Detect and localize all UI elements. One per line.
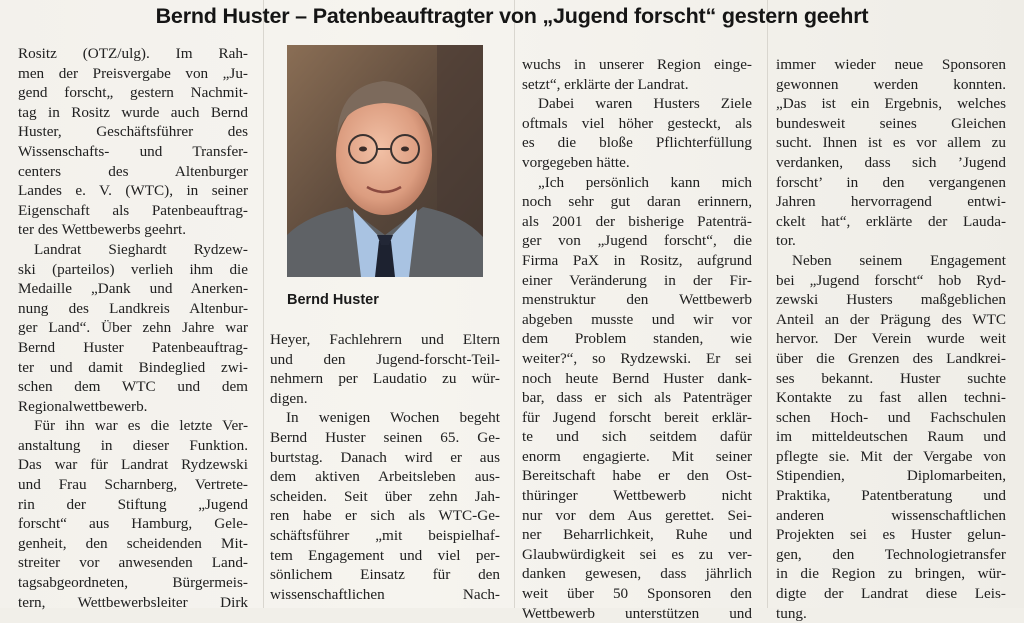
- text-line: Medaille „Dank und Anerken-: [18, 280, 248, 298]
- text-line: Landrat Sieghardt Rydzew-: [34, 240, 248, 258]
- text-line: Kontakte zu fast allen techni-: [776, 389, 1006, 407]
- text-line: zewski Husters maßgeblichen: [776, 291, 1006, 309]
- text-line: gen, den Technologietransfer: [776, 545, 1006, 563]
- text-line: ter des Wettbewerbs geehrt.: [18, 221, 187, 239]
- text-line: Praktika, Patentberatung und: [776, 487, 1006, 505]
- text-line: für Jugend forscht bereit erklär-: [522, 408, 752, 426]
- text-line: und Frau Scharnberg, Vertrete-: [18, 476, 248, 494]
- text-line: burtstag. Danach wird er aus: [270, 448, 500, 466]
- text-line: schen dem WTC und dem: [18, 378, 248, 396]
- text-line: Für ihn war es die letzte Ver-: [34, 417, 248, 435]
- text-line: forscht“ aus Hamburg, Gele-: [18, 515, 248, 533]
- text-line: enorm engagierte. Mit seiner: [522, 447, 752, 465]
- text-line: nehmern per Laudatio zu wür-: [270, 370, 500, 388]
- text-line: wissenschaftlichen Nach-: [270, 585, 500, 603]
- text-line: und den Jugend-forscht-Teil-: [270, 350, 500, 368]
- text-line: Glaubwürdigkeit sei es zu ver-: [522, 545, 752, 563]
- text-line: noch sehr gut daran erinnern,: [522, 193, 752, 211]
- text-line: rin der Stiftung „Jugend: [18, 495, 248, 513]
- text-line: nur vor dem Aus gerettet. Sei-: [522, 506, 752, 524]
- text-line: noch heute Bernd Huster dank-: [522, 369, 752, 387]
- text-line: gend forscht„ gestern Nachmit-: [18, 84, 248, 102]
- text-line: vorgegeben hätte.: [522, 153, 630, 171]
- text-line: Stipendien, Diplomarbeiten,: [776, 467, 1006, 485]
- text-line: tung.: [776, 604, 807, 622]
- text-line: tor.: [776, 232, 796, 250]
- text-line: Neben seinem Engagement: [792, 251, 1006, 269]
- article-column-1: [18, 44, 248, 612]
- text-line: Eigenschaft als Patenbeauftrag-: [18, 201, 248, 219]
- text-line: bar, dass er sich als Patenträger: [522, 389, 752, 407]
- text-line: ren habe er sich als WTC-Ge-: [270, 507, 500, 525]
- text-line: dem Problem standen, wie: [522, 330, 752, 348]
- text-line: „Ich persönlich kann mich: [538, 173, 752, 191]
- text-line: Firma PaX in Rositz, aufgrund: [522, 251, 752, 269]
- text-line: ter und damit Bindeglied zwi-: [18, 358, 248, 376]
- text-line: Huster, Geschäftsführer des: [18, 123, 248, 141]
- article-column-3: [522, 55, 752, 623]
- text-line: scheiden. Seit über zehn Jah-: [270, 487, 500, 505]
- text-line: tagsabgeordneten, Bürgermeis-: [18, 574, 248, 592]
- text-line: Dabei waren Husters Ziele: [538, 95, 752, 113]
- text-line: dem aktiven Arbeitsleben aus-: [270, 468, 500, 486]
- text-line: Jahren hervorragend entwi-: [776, 193, 1006, 211]
- text-line: Bernd Huster seinen 65. Ge-: [270, 428, 500, 446]
- text-line: es die bloße Pflichterfüllung: [522, 134, 752, 152]
- text-line: im mitteldeutschen Raum und: [776, 428, 1006, 446]
- text-line: Rositz (OTZ/ulg). Im Rah-: [18, 45, 248, 62]
- text-line: ckelt hat“, erklärte der Lauda-: [776, 212, 1006, 230]
- text-line: ner Beharrlichkeit, Ruhe und: [522, 526, 752, 544]
- text-line: setzt“, erklärte der Landrat.: [522, 75, 689, 93]
- column-divider: [767, 0, 768, 608]
- text-line: immer wieder neue Sponsoren: [776, 56, 1006, 73]
- article-column-2: [270, 330, 500, 604]
- text-line: Heyer, Fachlehrern und Eltern: [270, 331, 500, 348]
- text-line: Bereitschaft habe er den Ost-: [522, 467, 752, 485]
- text-line: schen Hoch- und Fachschulen: [776, 408, 1006, 426]
- text-line: hervor. Der Verein wurde weit: [776, 330, 1006, 348]
- text-line: Das war für Landrat Rydzewski: [18, 456, 248, 474]
- text-line: sucht. Ihnen ist es vor allem zu: [776, 134, 1006, 152]
- text-line: Bernd Huster Patenbeauftrag-: [18, 338, 248, 356]
- text-line: bundesweit seines Gleichen: [776, 114, 1006, 132]
- text-line: ger von „Jugend forscht“, die: [522, 232, 752, 250]
- text-line: streiter vor anwesenden Land-: [18, 554, 248, 572]
- text-line: in die Region zu bringen, wür-: [776, 565, 1006, 583]
- text-line: weit über 50 Sponsoren den: [522, 585, 752, 603]
- text-line: oftmals viel höher gesteckt, als: [522, 114, 752, 132]
- text-line: pflegte sie. Mit der Vergabe von: [776, 447, 1006, 465]
- column-divider: [263, 0, 264, 608]
- text-line: tern, Wettbewerbsleiter Dirk: [18, 593, 248, 611]
- article-column-4: [776, 55, 1006, 623]
- text-line: Anteil an der Prägung des WTC: [776, 310, 1006, 328]
- text-line: digte der Landrat diese Leis-: [776, 585, 1006, 603]
- column-divider: [514, 0, 515, 608]
- text-line: tem Engagement und viel per-: [270, 546, 500, 564]
- text-line: ses bekannt. Huster suchte: [776, 369, 1006, 387]
- text-line: danken gewesen, dass jährlich: [522, 565, 752, 583]
- text-line: Wettbewerb unterstützen und: [522, 604, 752, 622]
- text-line: weiter?“, so Rydzewski. Er sei: [522, 349, 752, 367]
- portrait-photo: [287, 45, 483, 277]
- text-line: als 2001 der bisherige Patenträ-: [522, 212, 752, 230]
- text-line: verdanken, dass sich ’Jugend: [776, 153, 1006, 171]
- text-line: bei „Jugend forscht“ hob Ryd-: [776, 271, 1006, 289]
- text-line: anderen wissenschaftlichen: [776, 506, 1006, 524]
- text-line: ger Land“. Über zehn Jahre war: [18, 319, 248, 337]
- text-line: Projekten sei es Huster gelun-: [776, 526, 1006, 544]
- text-line: schäftsführer „mit beispielhaf-: [270, 526, 500, 544]
- text-line: forscht’ in den vergangenen: [776, 173, 1006, 191]
- text-line: te und sich seitdem dafür: [522, 428, 752, 446]
- article-headline: Bernd Huster – Patenbeauftragter von „Jugend forscht“ gestern geehrt: [155, 4, 869, 28]
- text-line: men der Preisvergabe von „Ju-: [18, 64, 248, 82]
- text-line: Landes e. V. (WTC), in seiner: [18, 182, 248, 200]
- text-line: digen.: [270, 389, 308, 407]
- text-line: über die Grenzen des Landkrei-: [776, 349, 1006, 367]
- text-line: anstaltung in dieser Funktion.: [18, 436, 248, 454]
- text-line: menstruktur den Wettbewerb: [522, 291, 752, 309]
- photo-caption: Bernd Huster: [287, 292, 379, 308]
- text-line: centers des Altenburger: [18, 162, 248, 180]
- text-line: sönlichem Einsatz für den: [270, 566, 500, 584]
- text-line: Regionalwettbewerb.: [18, 397, 148, 415]
- text-line: wuchs in unserer Region einge-: [522, 56, 752, 73]
- text-line: abgeben musste und wir vor: [522, 310, 752, 328]
- text-line: einer Veränderung in der Fir-: [522, 271, 752, 289]
- text-line: In wenigen Wochen begeht: [286, 409, 500, 427]
- text-line: tag in Rositz wurde auch Bernd: [18, 103, 248, 121]
- text-line: nung des Landkreis Altenbur-: [18, 299, 248, 317]
- text-line: „Das ist ein Ergebnis, welches: [776, 95, 1006, 113]
- text-line: Wissenschafts- und Transfer-: [18, 142, 248, 160]
- text-line: gewonnen werden konnten.: [776, 75, 1006, 93]
- text-line: thüringer Wettbewerb nicht: [522, 487, 752, 505]
- text-line: genheit, den scheidenden Mit-: [18, 534, 248, 552]
- text-line: ski (parteilos) verlieh ihm die: [18, 260, 248, 278]
